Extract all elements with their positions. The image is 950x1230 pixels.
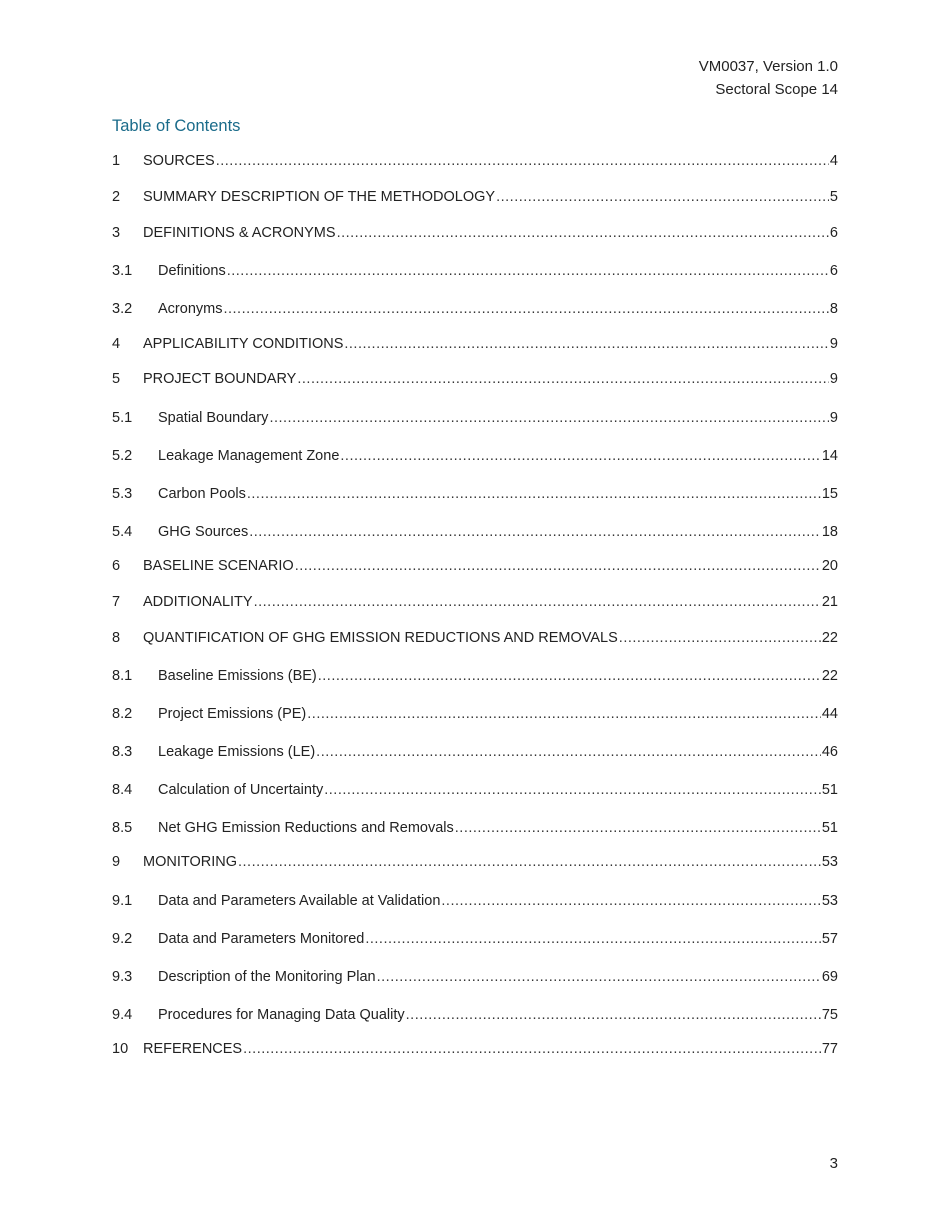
- toc-entry-leader: [318, 668, 821, 684]
- toc-entry-leader: [324, 782, 821, 798]
- toc-entry-page: 57: [821, 931, 838, 947]
- toc-entry[interactable]: [112, 969, 838, 989]
- toc-entry-page: 22: [821, 630, 838, 646]
- toc-entry-leader: [316, 744, 821, 760]
- toc-entry-number: 9.1: [112, 893, 133, 909]
- toc-entry[interactable]: [112, 448, 838, 468]
- toc-entry-number: 8: [112, 630, 121, 646]
- toc-entry[interactable]: [112, 263, 838, 283]
- toc-entry-number: 8.4: [112, 782, 133, 798]
- toc-entry-page: 44: [821, 706, 838, 722]
- toc-entry[interactable]: [112, 410, 838, 430]
- toc-entry-page: 18: [821, 524, 838, 540]
- toc-entry[interactable]: [112, 225, 838, 245]
- toc-entry-page: 9: [829, 371, 838, 387]
- toc-entry[interactable]: [112, 1041, 838, 1061]
- toc-title: Table of Contents: [112, 117, 241, 135]
- toc-entry[interactable]: [112, 854, 838, 874]
- toc-entry-page: 9: [829, 410, 838, 426]
- toc-entry-title: Leakage Emissions (LE): [158, 744, 316, 760]
- toc-entry[interactable]: [112, 153, 838, 173]
- toc-entry-title: Data and Parameters Monitored: [158, 931, 365, 947]
- toc-entry[interactable]: [112, 301, 838, 321]
- toc-entry[interactable]: [112, 189, 838, 209]
- toc-entry-leader: [247, 486, 821, 502]
- toc-entry-page: 46: [821, 744, 838, 760]
- toc-entry[interactable]: [112, 820, 838, 840]
- toc-entry-leader: [243, 1041, 821, 1057]
- toc-entry-title: SUMMARY DESCRIPTION OF THE METHODOLOGY: [143, 189, 496, 205]
- toc-entry-leader: [365, 931, 821, 947]
- toc-entry-leader: [295, 558, 821, 574]
- toc-entry-leader: [496, 189, 829, 205]
- toc-entry-title: Definitions: [158, 263, 226, 279]
- toc-entry-leader: [455, 820, 821, 836]
- toc-entry-title: SOURCES: [143, 153, 215, 169]
- toc-entry-title: GHG Sources: [158, 524, 249, 540]
- toc-entry[interactable]: [112, 744, 838, 764]
- toc-entry-leader: [340, 448, 820, 464]
- toc-entry-leader: [441, 893, 820, 909]
- toc-entry-title: QUANTIFICATION OF GHG EMISSION REDUCTIONS AND REMOVALS: [143, 630, 618, 646]
- toc-entry-page: 8: [829, 301, 838, 317]
- toc-entry-page: 53: [821, 854, 838, 870]
- toc-entry-page: 20: [821, 558, 838, 574]
- toc-entry-title: APPLICABILITY CONDITIONS: [143, 336, 344, 352]
- toc-entry-leader: [238, 854, 821, 870]
- toc-entry-page: 9: [829, 336, 838, 352]
- toc-entry-number: 8.1: [112, 668, 133, 684]
- toc-entry-page: 21: [821, 594, 838, 610]
- toc-entry-leader: [216, 153, 829, 169]
- page-number: 3: [829, 1155, 838, 1172]
- toc-entry-leader: [297, 371, 829, 387]
- document-header: [699, 55, 838, 101]
- toc-entry-page: 14: [821, 448, 838, 464]
- toc-entry-leader: [269, 410, 828, 426]
- toc-entry-title: REFERENCES: [143, 1041, 243, 1057]
- toc-entry[interactable]: [112, 893, 838, 913]
- toc-entry-number: 1: [112, 153, 121, 169]
- toc-entry-number: 7: [112, 594, 121, 610]
- toc-entry-number: 8.3: [112, 744, 133, 760]
- toc-entry-number: 10: [112, 1041, 129, 1057]
- toc-entry-leader: [307, 706, 821, 722]
- toc-entry-number: 5.2: [112, 448, 133, 464]
- toc-entry-title: PROJECT BOUNDARY: [143, 371, 297, 387]
- toc-entry-number: 8.2: [112, 706, 133, 722]
- toc-entry-leader: [254, 594, 821, 610]
- toc-entry-leader: [406, 1007, 821, 1023]
- toc-entry-page: 51: [821, 782, 838, 798]
- toc-entry-number: 3: [112, 225, 121, 241]
- toc-entry-leader: [344, 336, 829, 352]
- toc-entry[interactable]: [112, 931, 838, 951]
- toc-entry[interactable]: [112, 782, 838, 802]
- toc-entry[interactable]: [112, 630, 838, 650]
- toc-entry-number: 2: [112, 189, 121, 205]
- header-version: VM0037, Version 1.0: [698, 58, 838, 75]
- toc-entry-number: 4: [112, 336, 121, 352]
- toc-entry-page: 22: [821, 668, 838, 684]
- toc-entry-title: BASELINE SCENARIO: [143, 558, 294, 574]
- toc-entry-number: 5.3: [112, 486, 133, 502]
- toc-entry-page: 75: [821, 1007, 838, 1023]
- toc-entry-number: 9.3: [112, 969, 133, 985]
- toc-entry-page: 51: [821, 820, 838, 836]
- toc-entry-title: MONITORING: [143, 854, 237, 870]
- toc-entry-title: Procedures for Managing Data Quality: [158, 1007, 405, 1023]
- toc-entry-title: Data and Parameters Available at Validation: [158, 893, 441, 909]
- toc-entry-title: Project Emissions (PE): [158, 706, 307, 722]
- toc-entry[interactable]: [112, 594, 838, 614]
- toc-entry-page: 4: [829, 153, 838, 169]
- toc-entry-leader: [227, 263, 829, 279]
- toc-entry-number: 6: [112, 558, 121, 574]
- toc-entry-page: 77: [821, 1041, 838, 1057]
- toc-entry-title: DEFINITIONS & ACRONYMS: [143, 225, 336, 241]
- toc-entry-page: 53: [821, 893, 838, 909]
- toc-entry-number: 5.1: [112, 410, 133, 426]
- toc-entry-title: ADDITIONALITY: [143, 594, 253, 610]
- toc-entry-title: Acronyms: [158, 301, 223, 317]
- toc-entry-title: Spatial Boundary: [158, 410, 269, 426]
- toc-entry-number: 9.4: [112, 1007, 133, 1023]
- toc-entry-title: Baseline Emissions (BE): [158, 668, 317, 684]
- toc-entry-number: 9.2: [112, 931, 133, 947]
- toc-entry[interactable]: [112, 558, 838, 578]
- toc-entry[interactable]: [112, 336, 838, 356]
- toc-entry-number: 9: [112, 854, 121, 870]
- toc-entry-number: 5: [112, 371, 121, 387]
- header-scope: Sectoral Scope 14: [715, 81, 838, 98]
- toc-entry-page: 5: [829, 189, 838, 205]
- toc-entry-title: Leakage Management Zone: [158, 448, 340, 464]
- toc-entry-title: Calculation of Uncertainty: [158, 782, 324, 798]
- toc-entry-leader: [249, 524, 821, 540]
- toc-entry-title: Carbon Pools: [158, 486, 246, 502]
- toc-entry-page: 69: [821, 969, 838, 985]
- toc-entry-leader: [619, 630, 821, 646]
- toc-entry[interactable]: [112, 706, 838, 726]
- toc-entry-leader: [223, 301, 828, 317]
- toc-entry[interactable]: [112, 371, 838, 391]
- toc-entry[interactable]: [112, 1007, 838, 1027]
- toc-entry-number: 8.5: [112, 820, 133, 836]
- toc-entry-leader: [337, 225, 829, 241]
- toc-entry[interactable]: [112, 668, 838, 688]
- toc-entry-number: 3.2: [112, 301, 133, 317]
- toc-entry-page: 6: [829, 263, 838, 279]
- toc-entry-leader: [377, 969, 821, 985]
- toc-entry[interactable]: [112, 486, 838, 506]
- toc-entry-title: Net GHG Emission Reductions and Removals: [158, 820, 454, 836]
- toc-entry-number: 3.1: [112, 263, 133, 279]
- toc-entry-title: Description of the Monitoring Plan: [158, 969, 376, 985]
- toc-entry-number: 5.4: [112, 524, 133, 540]
- toc-entry-page: 6: [829, 225, 838, 241]
- toc-entry[interactable]: [112, 524, 838, 544]
- toc-entry-page: 15: [821, 486, 838, 502]
